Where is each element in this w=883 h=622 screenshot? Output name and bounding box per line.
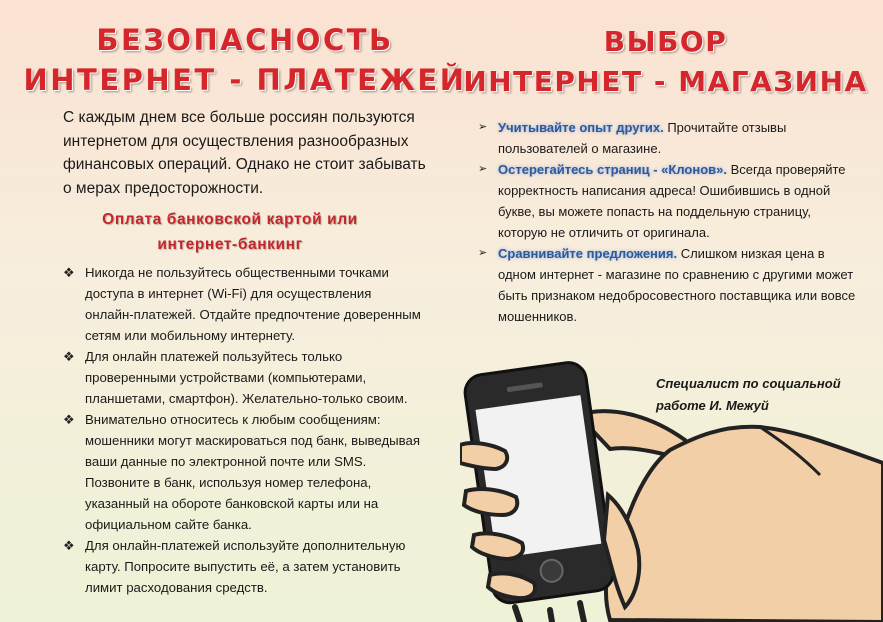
left-title-line2: ИНТЕРНЕТ - ПЛАТЕЖЕЙ [23,63,467,97]
shop-tips-list [478,117,858,327]
hand-holding-smartphone-illustration [460,345,883,622]
payment-tip-text: Никогда не пользуйтесь общественными точками доступа в интернет (Wi-Fi) для осуществления онлайн-платежей. Отдайте предпочтение доверенным сетям или мобильному интернету. [85,265,421,343]
shop-tip [478,159,858,243]
smartphone [463,360,616,605]
right-title-line1: ВЫБОР [603,25,728,58]
payment-tip-text: Для онлайн платежей пользуйтесь только проверенными устройствами (компьютерами, планшетами, смартфон). Желательно-только своим. [85,349,408,406]
arrowhead-bullet-icon: ➢ [478,247,488,259]
hand-palm [606,427,883,622]
left-title [0,20,490,100]
four-diamond-bullet-icon: ❖ [63,265,75,280]
finger-1 [460,443,507,469]
payment-tip [62,262,422,346]
four-diamond-bullet-icon: ❖ [63,538,75,553]
four-diamond-bullet-icon: ❖ [63,349,75,364]
shop-tip [478,243,858,327]
ink-drips [515,603,584,622]
shop-tip-text: Всегда проверяйте корректность написания адреса! Ошибившись в одной букве, вы можете попасть на поддельную страницу, которую не отличить от оригинала. [498,162,846,240]
right-title [448,22,883,102]
shop-tip-lead: Остерегайтесь страниц - «Клонов». [498,162,727,177]
subhead-line2: интернет-банкинг [157,236,303,253]
finger-2 [464,489,517,515]
shop-tip [478,117,858,159]
subhead-line1: Оплата банковской картой или [102,211,358,228]
author-line2: работе И. Межуй [656,398,769,413]
payment-tip [62,535,422,598]
shop-tip-text: Прочитайте отзывы пользователей о магазине. [498,120,787,156]
author-line1: Специалист по социальной [656,376,841,391]
left-title-line1: БЕЗОПАСНОСТЬ [96,23,394,57]
arrowhead-bullet-icon: ➢ [478,121,488,133]
payment-tips-list [62,262,422,598]
right-title-line2: ИНТЕРНЕТ - МАГАЗИНА [463,65,868,98]
shop-tip-text: Слишком низкая цена в одном интернет - магазине по сравнению с другими может быть признаком недобросовестного поставщика или вовсе мошенников. [498,246,856,324]
shop-tip-lead: Сравнивайте предложения. [498,246,678,261]
shop-tip-lead: Учитывайте опыт других. [498,120,664,135]
intro-paragraph: С каждым днем все больше россиян пользуются интернетом для осуществления разнообразных финансовых операций. Однако не стоит забывать о мерах предосторожности. [63,109,426,197]
payment-tip [62,346,422,409]
four-diamond-bullet-icon: ❖ [63,412,75,427]
arrowhead-bullet-icon: ➢ [478,163,488,175]
payment-tip-text: Для онлайн-платежей используйте дополнительную карту. Попросите выпустить её, а затем установить лимит расходования средств. [85,538,406,595]
card-payment-subheading [80,207,380,257]
payment-tip [62,409,422,535]
payment-tip-text: Внимательно относитесь к любым сообщениям: мошенники могут маскироваться под банк, выведывая ваши данные по электронной почте или SMS. Позвоните в банк, используя номер телефона, указанный на обороте банковской карты или на официальном сайте банка. [85,412,420,532]
